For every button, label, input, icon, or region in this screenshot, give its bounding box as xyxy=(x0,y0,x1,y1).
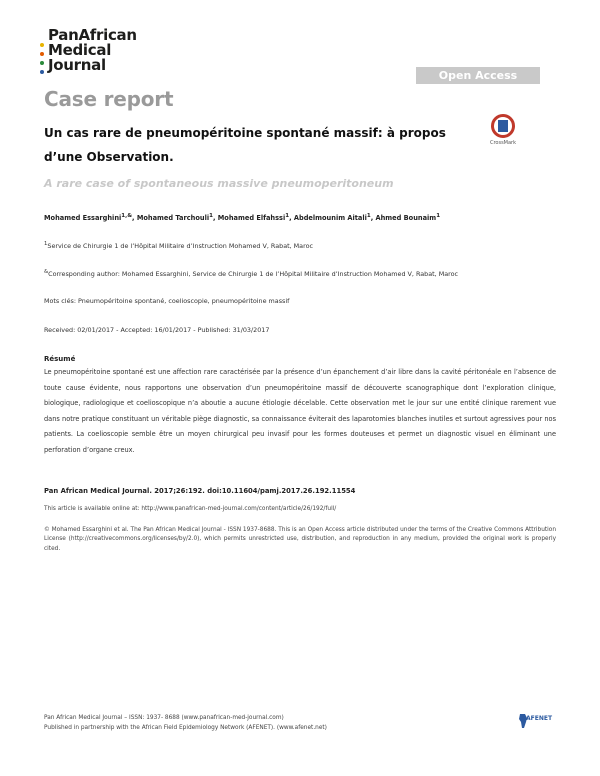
crossmark-label: CrossMark xyxy=(489,140,517,146)
author-name[interactable]: Mohamed Essarghini xyxy=(44,214,122,223)
logo-dot-1 xyxy=(40,43,44,47)
article-title-fr: Un cas rare de pneumopéritoine spontané massif: à propos d’une Observation. xyxy=(44,126,446,164)
author-sup: 1 xyxy=(436,213,441,219)
crossmark-badge[interactable] xyxy=(488,114,518,146)
journal-logo xyxy=(38,26,168,76)
crossmark-icon xyxy=(491,114,515,138)
corresponding-author xyxy=(44,268,458,279)
citation: Pan African Medical Journal. 2017;26:192. doi:10.11604/pamj.2017.26.192.11554 xyxy=(44,487,356,495)
logo-dot-2 xyxy=(40,52,44,56)
available-online[interactable]: This article is available online at: http://www.panafrican-med-journal.com/content/article/26/192/full/ xyxy=(44,506,337,512)
affiliation xyxy=(44,240,313,251)
footer-line-1: Pan African Medical Journal – ISSN: 1937- 8688 (www.panafrican-med-journal.com) xyxy=(44,715,284,721)
keywords: Mots clés: Pneumopéritoine spontané, coelioscopie, pneumopéritoine massif xyxy=(44,297,290,305)
afenet-logo xyxy=(518,713,558,733)
logo-dot-4 xyxy=(40,70,44,74)
corresponding-text: Corresponding author: Mohamed Essarghini, Service de Chirurgie 1 de l’Hôpital Militaire d’Instruction Mohamed V, Rabat, Maroc xyxy=(48,270,459,279)
affiliation-sup: 1 xyxy=(44,241,48,247)
abstract-text: Le pneumopéritoine spontané est une affection rare caractérisée par la présence d’un épanchement d’air libre dans la cavité péritonéale en l’absence de toute cause évidente, nous rapportons une observation d’un pneumopéritoine massif de découverte scanographique dont l’exploration clinique, biologique, radiologique et coelioscopique n’a aboutie a aucune étiologie décelable. Cette observation met le jour sur une entité clinique rarement vue dans notre pratique constituant un véritable piège diagnostic, sa connaissance éviterait des laparotomies blanches inutiles et surtout agressives pour nos patients. La coelioscopie semble être un moyen chirurgical peu invasif pour les formes douteuses et permet un diagnostic visuel en éliminant une perforation d’organe creux. xyxy=(44,368,556,454)
article-title-en: A rare case of spontaneous massive pneumoperitoneum xyxy=(44,177,394,190)
author-name[interactable]: Mohamed Tarchouli xyxy=(136,214,210,223)
license-text: © Mohamed Essarghini et al. The Pan African Medical Journal - ISSN 1937-8688. This is an Open Access article distributed under the terms of the Creative Commons Attribution License (http://creativecommons.org/licenses/by/2.0), which permits unrestricted use, distribution, and reproduction in any medium, provided the original work is properly cited. xyxy=(44,527,556,552)
logo-line-2: Medical xyxy=(48,41,112,59)
logo-line-1: PanAfrican xyxy=(48,26,137,44)
author-name[interactable]: Abdelmounim Aitali xyxy=(293,214,367,223)
author-name[interactable]: Ahmed Bounaim xyxy=(375,214,437,223)
open-access-badge: Open Access xyxy=(416,67,540,84)
corresponding-sup: & xyxy=(44,269,49,275)
logo-dot-3 xyxy=(40,61,44,65)
page-footer xyxy=(44,713,327,733)
logo-dots xyxy=(38,40,46,79)
article-dates: Received: 02/01/2017 - Accepted: 16/01/2017 - Published: 31/03/2017 xyxy=(44,326,270,334)
afenet-label: AFENET xyxy=(526,715,553,722)
author-sup: 1,& xyxy=(121,213,132,219)
author-sup: 1 xyxy=(285,213,290,219)
footer-line-2: Published in partnership with the African Field Epidemiology Network (AFENET). (www.afenet.net) xyxy=(44,725,327,731)
abstract-heading: Résumé xyxy=(44,355,76,363)
article-type: Case report xyxy=(44,87,174,111)
author-sup: 1 xyxy=(209,213,213,219)
logo-line-3: Journal xyxy=(48,56,106,74)
author-sup: 1 xyxy=(366,213,371,219)
affiliation-text: Service de Chirurgie 1 de l’Hôpital Militaire d’Instruction Mohamed V, Rabat, Maroc xyxy=(47,242,314,251)
author-name[interactable]: Mohamed Elfahssi xyxy=(217,214,286,223)
author-list: Mohamed Essarghini$^{1,\&}$, Mohamed Tarchouli$^1$, Mohamed Elfahssi$^1$, Abdelmounim Aitali$^1$, Ahmed Bounaim$^1$ xyxy=(44,213,441,223)
